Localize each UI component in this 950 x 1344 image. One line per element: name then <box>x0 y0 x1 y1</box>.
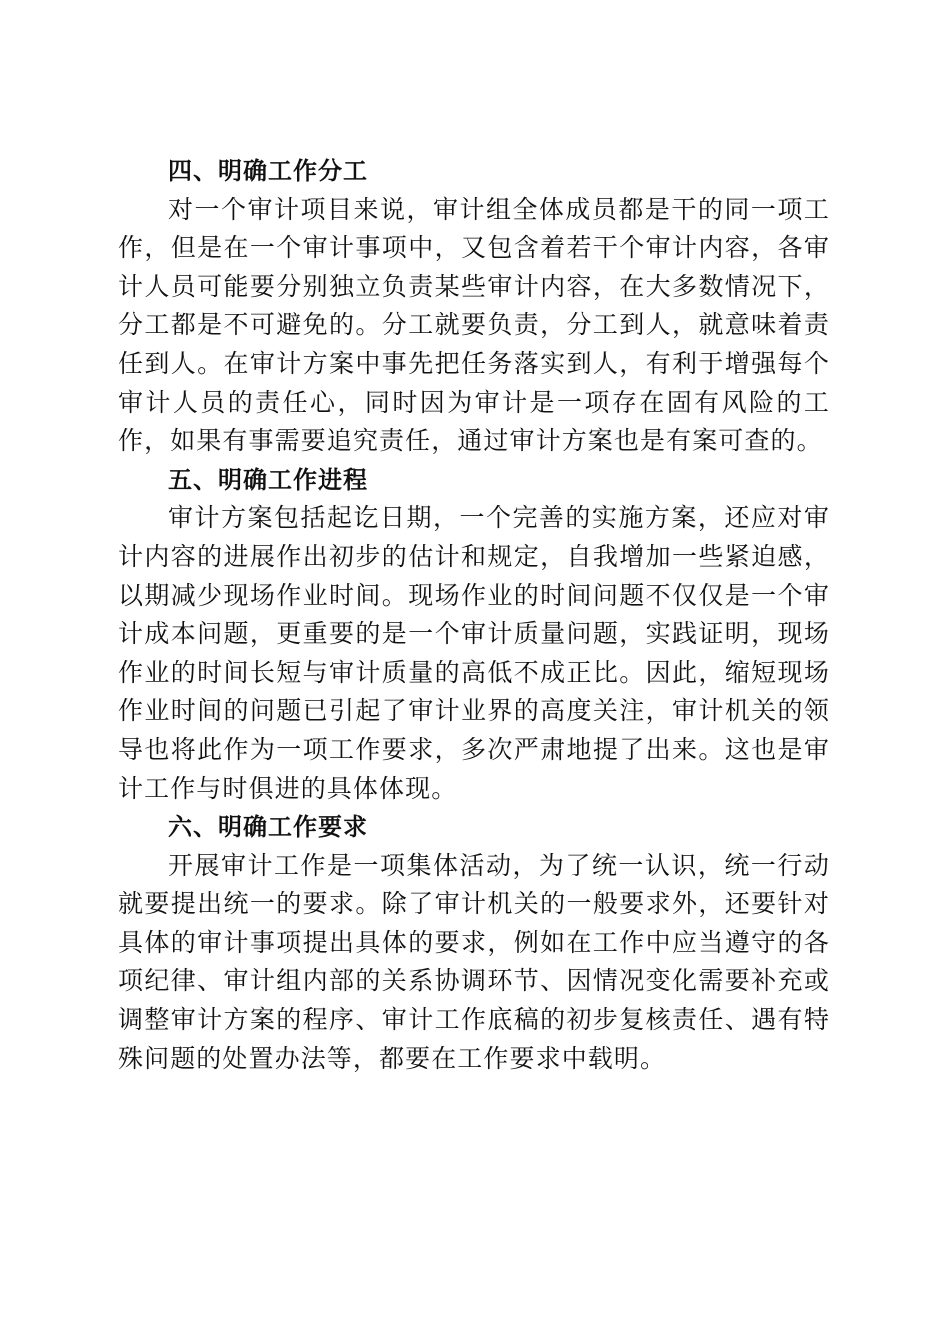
section-heading: 六、明确工作要求 <box>168 813 368 842</box>
section-work-progress <box>118 461 830 808</box>
document-body <box>118 152 830 1078</box>
section-work-requirements <box>118 808 830 1078</box>
section-paragraph: 开展审计工作是一项集体活动，为了统一认识，统一行动就要提出统一的要求。除了审计机关的一般要求外，还要针对具体的审计事项提出具体的要求，例如在工作中应当遵守的各项纪律、审计组内部的关系协调环节、因情况变化需要补充或调整审计方案的程序、审计工作底稿的初步复核责任、遇有特殊问题的处置办法等，都要在工作要求中载明。 <box>118 850 830 1073</box>
section-work-division <box>118 152 830 461</box>
section-heading: 四、明确工作分工 <box>168 157 368 185</box>
section-heading: 五、明确工作进程 <box>168 465 368 494</box>
section-paragraph: 对一个审计项目来说，审计组全体成员都是干的同一项工作，但是在一个审计事项中，又包含着若干个审计内容，各审计人员可能要分别独立负责某些审计内容，在大多数情况下，分工都是不可避免的。分工就要负责，分工到人，就意味着责任到人。在审计方案中事先把任务落实到人，有利于增强每个审计人员的责任心，同时因为审计是一项存在固有风险的工作，如果有事需要追究责任，通过审计方案也是有案可查的。 <box>118 194 830 456</box>
section-paragraph: 审计方案包括起讫日期，一个完善的实施方案，还应对审计内容的进展作出初步的估计和规定，自我增加一些紧迫感，以期减少现场作业时间。现场作业的时间问题不仅仅是一个审计成本问题，更重要的是一个审计质量问题，实践证明，现场作业的时间长短与审计质量的高低不成正比。因此，缩短现场作业时间的问题已引起了审计业界的高度关注，审计机关的领导也将此作为一项工作要求，多次严肃地提了出来。这也是审计工作与时俱进的具体体现。 <box>118 503 830 803</box>
